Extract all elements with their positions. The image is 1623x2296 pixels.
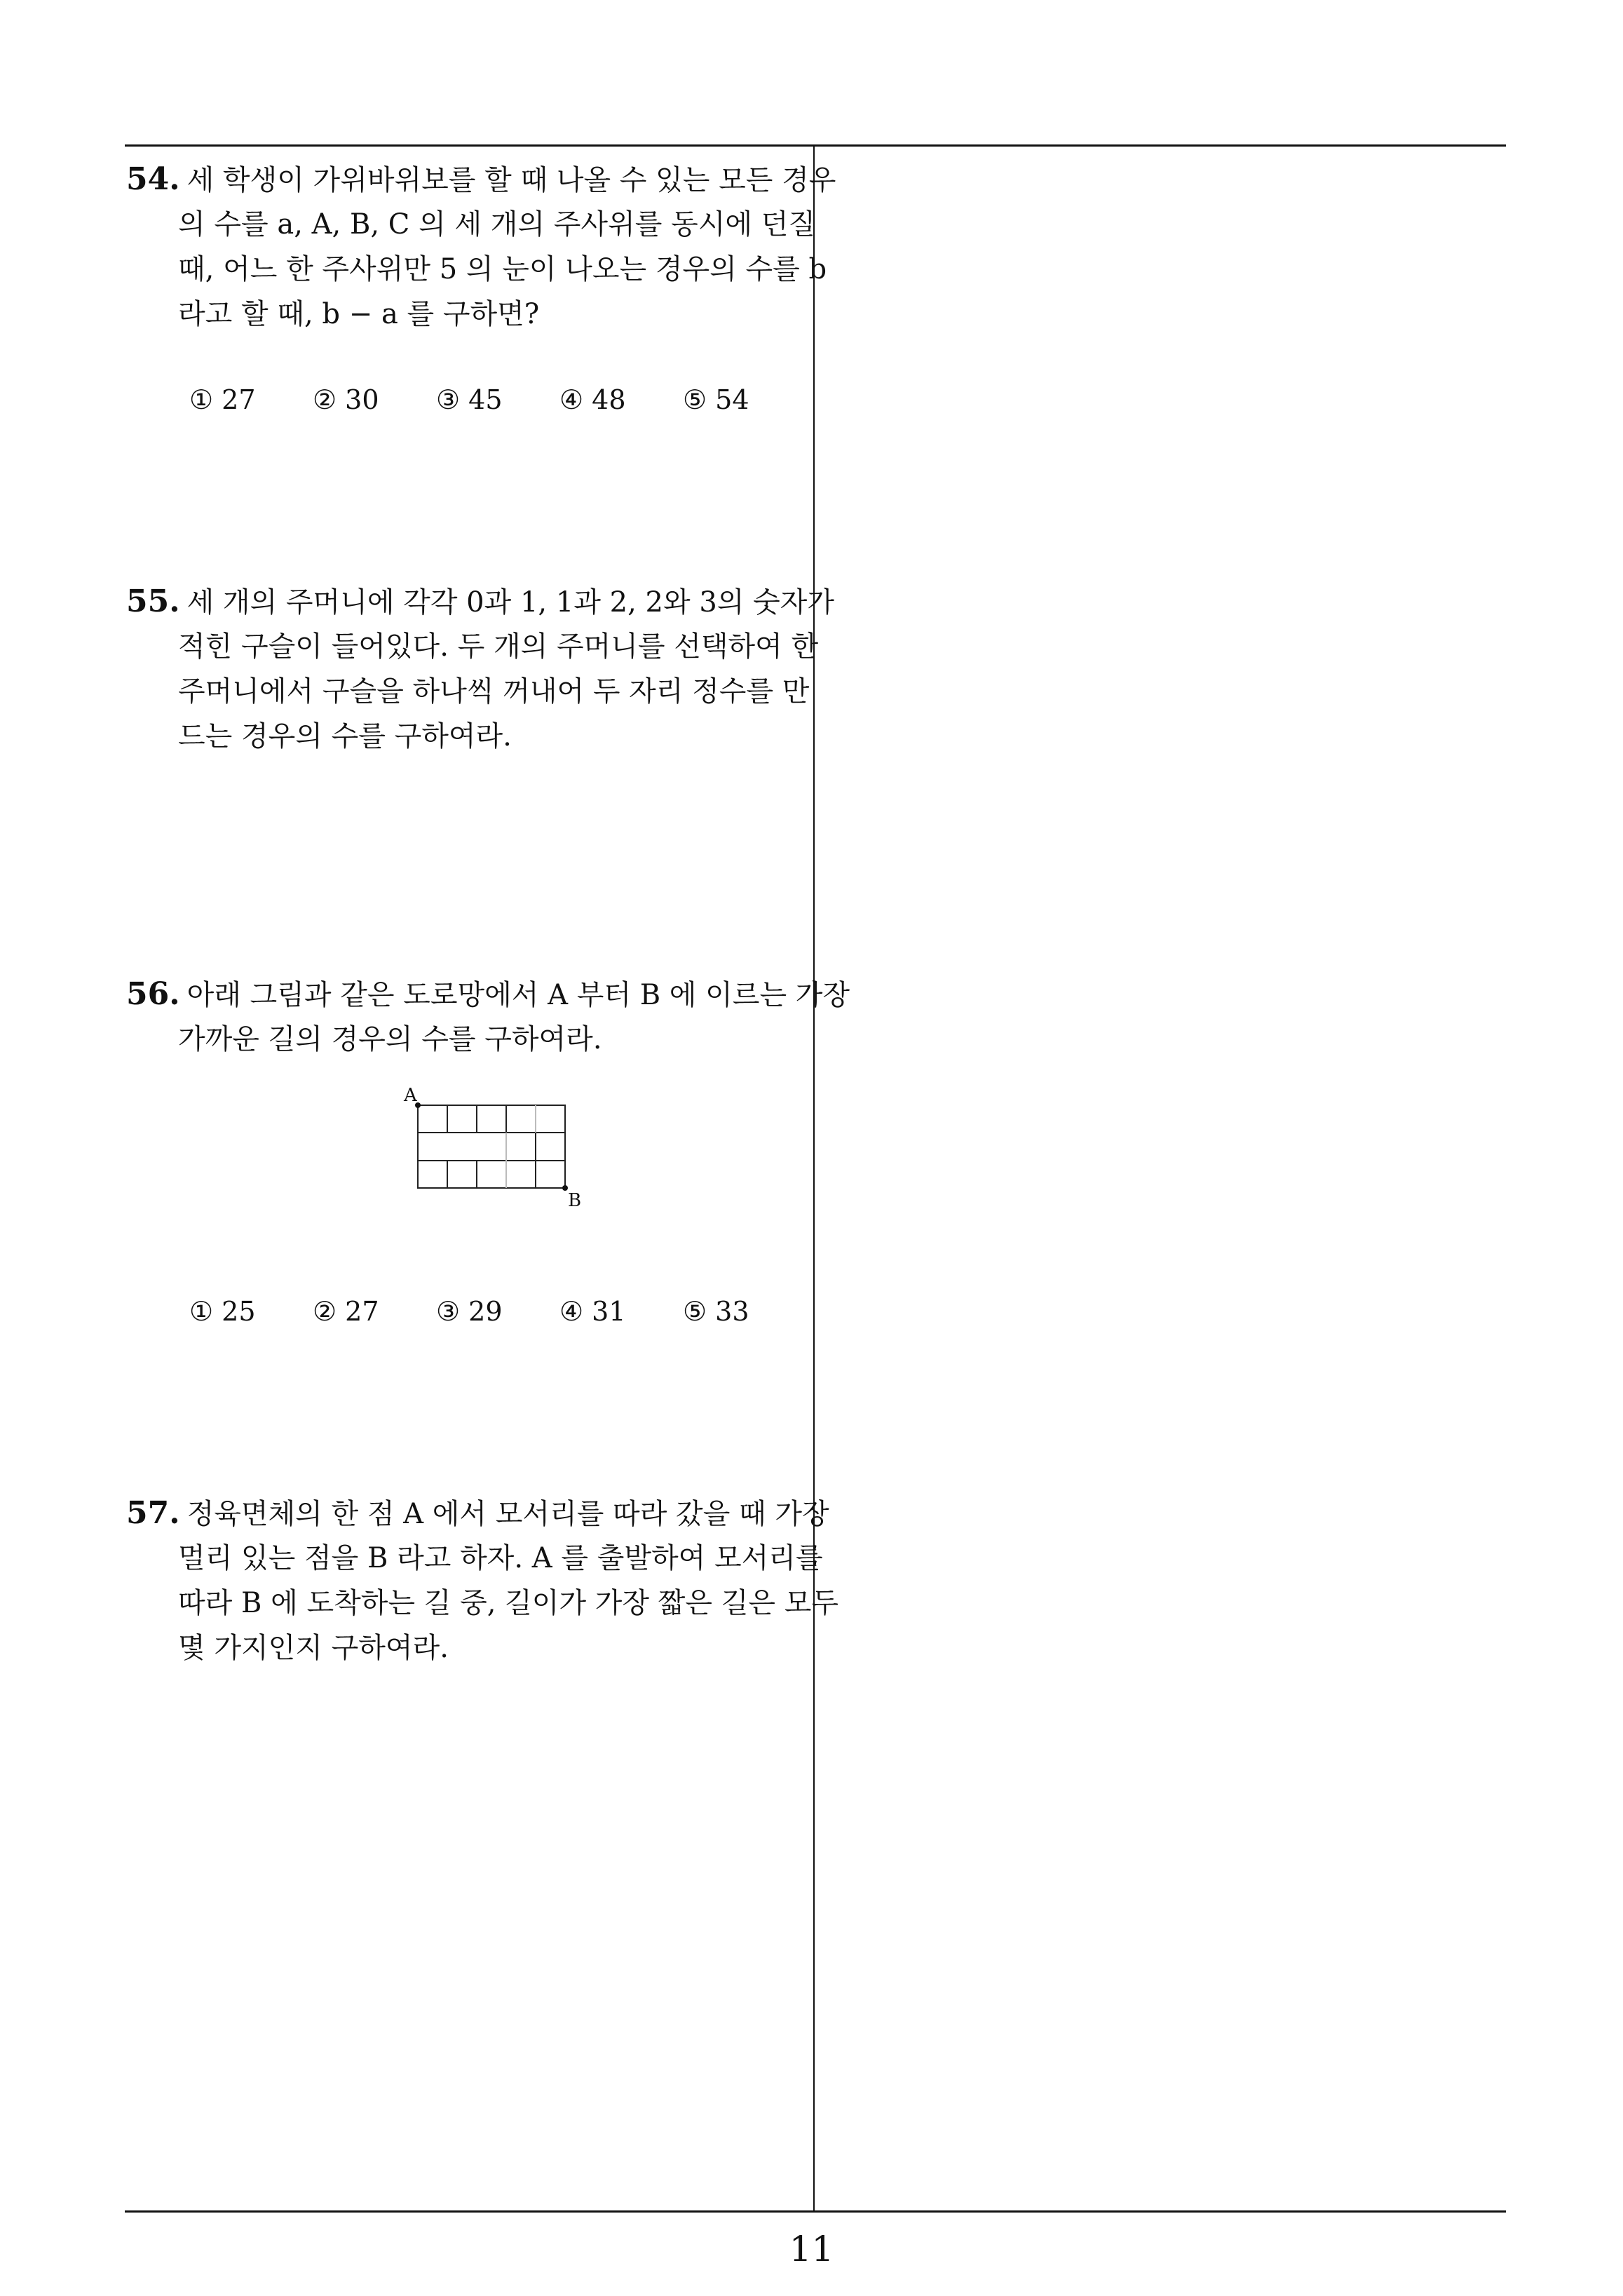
road-grid-faint (506, 1105, 536, 1188)
problem-text-line: 라고 할 때, b − a 를 구하면? (178, 298, 540, 330)
top-rule (125, 144, 1506, 147)
page-number: 11 (789, 2229, 834, 2269)
column-divider (813, 144, 815, 2212)
problem-56 (126, 972, 850, 1062)
problem-text-line: 드는 경우의 수를 구하여라. (178, 720, 512, 752)
label-b: B (568, 1190, 582, 1211)
bottom-rule (125, 2210, 1506, 2213)
problem-text-line: 적힌 구슬이 들어있다. 두 개의 주머니를 선택하여 한 (178, 630, 819, 663)
problem-text-line: 아래 그림과 같은 도로망에서 A 부터 B 에 이르는 가장 (186, 979, 850, 1011)
problem-text-line: 주머니에서 구슬을 하나씩 꺼내어 두 자리 정수를 만 (178, 675, 810, 708)
road-grid (418, 1105, 565, 1188)
problem-text-line: 세 학생이 가위바위보를 할 때 나올 수 있는 모든 경우 (186, 164, 836, 196)
choice-2[interactable]: ② 27 (313, 1296, 379, 1327)
choice-1[interactable]: ① 27 (189, 384, 256, 415)
grid-border (418, 1105, 565, 1188)
problem-number: 57. (126, 1495, 180, 1531)
answer-choices-54 (189, 384, 806, 415)
choice-3[interactable]: ③ 29 (436, 1296, 503, 1327)
problem-text-line: 따라 B 에 도착하는 길 중, 길이가 가장 짧은 길은 모두 (178, 1587, 839, 1619)
problem-number: 54. (126, 161, 180, 197)
problem-text-line: 정육면체의 한 점 A 에서 모서리를 따라 갔을 때 가장 (186, 1498, 829, 1530)
problem-text-line: 멀리 있는 점을 B 라고 하자. A 를 출발하여 모서리를 (178, 1542, 823, 1574)
label-a: A (404, 1085, 417, 1106)
problem-text-line: 때, 어느 한 주사위만 5 의 눈이 나오는 경우의 수를 b (178, 253, 827, 285)
problem-text-line: 의 수를 a, A, B, C 의 세 개의 주사위를 동시에 던질 (178, 208, 815, 241)
problem-number: 56. (126, 976, 180, 1012)
choice-5[interactable]: ⑤ 33 (683, 1296, 749, 1327)
problem-number: 55. (126, 583, 180, 619)
problem-text-line: 세 개의 주머니에 각각 0과 1, 1과 2, 2와 3의 숫자가 (186, 586, 835, 619)
problem-55 (126, 579, 835, 759)
point-b (562, 1185, 568, 1191)
choice-4[interactable]: ④ 31 (559, 1296, 626, 1327)
answer-choices-56 (189, 1296, 806, 1327)
problem-54 (126, 157, 836, 337)
choice-1[interactable]: ① 25 (189, 1296, 256, 1327)
problem-text-line: 몇 가지인지 구하여라. (178, 1632, 449, 1664)
choice-2[interactable]: ② 30 (313, 384, 379, 415)
choice-3[interactable]: ③ 45 (436, 384, 503, 415)
choice-5[interactable]: ⑤ 54 (683, 384, 749, 415)
problem-57 (126, 1491, 839, 1670)
choice-4[interactable]: ④ 48 (559, 384, 626, 415)
road-network-figure (393, 1080, 589, 1213)
problem-text-line: 가까운 길의 경우의 수를 구하여라. (178, 1023, 602, 1055)
